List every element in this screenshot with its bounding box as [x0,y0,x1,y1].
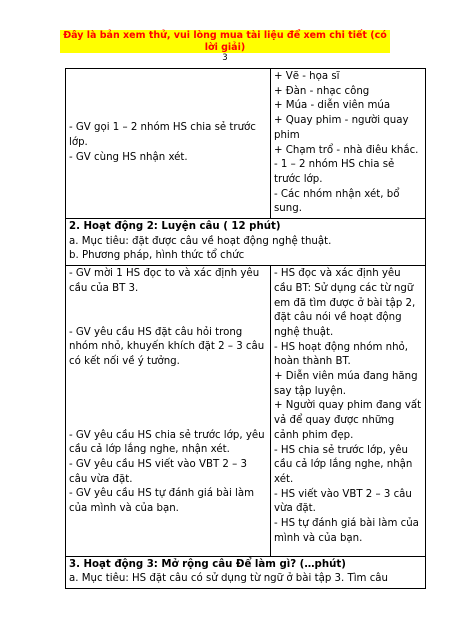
teacher-line: - GV yêu cầu HS chia sẻ trước lớp, yêu cầu cả lớp lắng nghe, nhận xét. [69,429,265,456]
student-line: + Quay phim - người quay phim [274,115,409,141]
student-line: - HS viết vào VBT 2 – 3 câu vừa đặt. [274,488,412,515]
student-line: + Vẽ - họa sĩ [274,71,340,82]
teacher-cell [66,266,271,556]
student-line: - 1 – 2 nhóm HS chia sẻ trước lớp. [274,159,395,185]
section-heading: 3. Hoạt động 3: Mở rộng câu Để làm gì? (…phút) [69,558,346,570]
student-cell [271,69,426,219]
section-row [66,556,426,588]
student-line: - HS hoạt động nhóm nhỏ, hoàn thành BT. [274,341,408,368]
page-number: 3 [222,53,228,63]
spacer [274,547,422,555]
section-row [66,219,426,266]
preview-banner: Đây là bản xem thử, vui lòng mua tài liệu để xem chi tiết (có lời giải) [60,30,390,53]
student-line: - Các nhóm nhận xét, bổ sung. [274,188,400,215]
table-row [66,266,426,556]
student-line: - HS tự đánh giá bài làm của mình và của bạn. [274,518,419,544]
section-method: b. Phương pháp, hình thức tổ chức [69,250,245,262]
table-row [66,69,426,219]
student-line: - HS đọc và xác định yêu cầu BT: Sử dụng các từ ngữ em đã tìm được ở bài tập 2, đặt câu nói về hoạt động nghệ thuật. [274,268,416,338]
student-line: - HS chia sẻ trước lớp, yêu cầu cả lớp lắng nghe, nhận xét. [274,444,413,485]
student-line: + Múa - diễn viên múa [274,100,391,112]
teacher-line: - GV yêu cầu HS đặt câu hỏi trong nhóm nhỏ, khuyến khích đặt 2 – 3 câu có kết nối về ý tưởng. [69,326,265,367]
spacer [69,370,267,429]
section-heading: 2. Hoạt động 2: Luyện câu ( 12 phút) [69,221,281,233]
section-goal: a. Mục tiêu: HS đặt câu có sử dụng từ ngữ ở bài tập 3. Tìm câu [69,573,389,585]
teacher-cell [66,69,271,219]
teacher-line: - GV gọi 1 – 2 nhóm HS chia sẻ trước lớp. [69,122,256,149]
teacher-line: - GV yêu cầu HS tự đánh giá bài làm của mình và của bạn. [69,488,255,515]
section-goal: a. Mục tiêu: đặt được câu về hoạt động nghệ thuật. [69,235,332,247]
teacher-line: - GV mời 1 HS đọc to và xác định yêu cầu của BT 3. [69,268,260,294]
spacer [69,297,267,326]
lesson-table [65,68,426,589]
section-cell [66,219,426,266]
student-line: + Chạm trổ - nhà điêu khắc. [274,144,419,156]
student-line: + Đàn - nhạc công [274,85,370,97]
section-cell [66,556,426,588]
teacher-line: - GV cùng HS nhận xét. [69,151,188,163]
teacher-line: - GV yêu cầu HS viết vào VBT 2 – 3 câu vừa đặt. [69,459,247,485]
student-cell [271,266,426,556]
student-line: + Người quay phim đang vất vả để quay được những cảnh phim đẹp. [274,400,422,441]
student-line: + Diễn viên múa đang hăng say tập luyện. [274,371,418,397]
